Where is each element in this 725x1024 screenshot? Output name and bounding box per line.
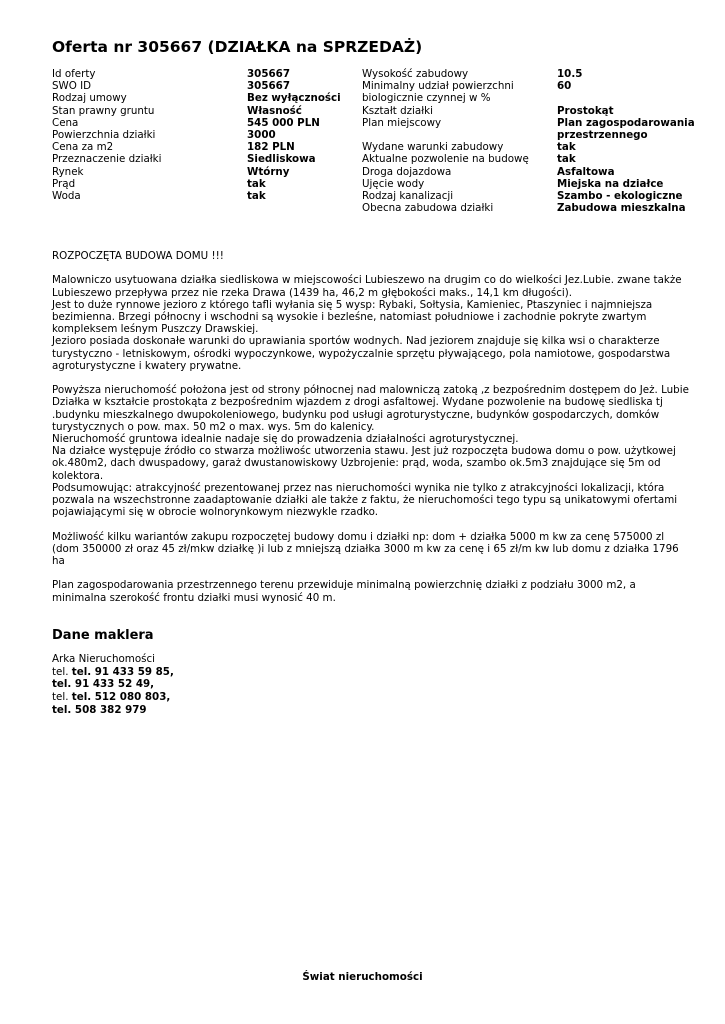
tel-prefix: tel.	[52, 691, 69, 704]
description-paragraph: Jest to duże rynnowe jezioro z którego tafli wyłania się 5 wysp: Rybaki, Sołtysia, Kamieniec, Ptaszyniec i najmniejsza bezimienna. Brzegi północny i wschodni są wysokie i bezleśne, natomiast południowe i zachodnie pokryte zwartym kompleksem leśnym Puszczy Drawskiej.	[52, 298, 653, 336]
description-paragraph: Możliwość kilku wariantów zakupu rozpoczętej budowy domu i działki np: dom + działka 5000 m kw za cenę 575000 zl (dom 350000 zł oraz 45 zł/mkw działkę )i lub z mniejszą działka 3000 m kw za cenę i 65 zł/m kw lub domu z działka 1796 ha	[52, 530, 679, 568]
broker-phone: tel. 91 433 52 49,	[52, 678, 155, 691]
param-value-water: tak	[247, 190, 266, 202]
param-value-bio-area: 60	[557, 80, 572, 93]
param-value-electricity: tak	[247, 177, 266, 190]
description-paragraph: Jezioro posiada doskonałe warunki do uprawiania sportów wodnych. Nad jeziorem znajduje się kilka wsi o charakterze turystyczno - letniskowym, ośrodki wypoczynkowe, wypożyczalnie sprzętu pływającego, pola namiotowe, gospodarstwa agroturystyczne i kwatery prywatne.	[52, 335, 671, 372]
param-value-area: 3000	[247, 129, 276, 141]
param-label-building-height: Wysokość zabudowy	[362, 68, 469, 80]
param-label-building-conditions: Wydane warunki zabudowy	[362, 141, 504, 154]
param-label-price-m2: Cena za m2	[52, 141, 114, 154]
param-label-access-road: Droga dojazdowa	[362, 165, 452, 178]
param-value-purpose: Siedliskowa	[247, 153, 316, 166]
param-label-building-permit: Aktualne pozwolenie na budowę	[362, 153, 529, 166]
param-label-water-intake: Ujęcie wody	[362, 177, 425, 190]
broker-heading: Dane maklera	[52, 628, 154, 643]
param-label-bio-area: Minimalny udział powierzchni biologicznie czynnej w %	[362, 80, 514, 105]
param-value-swo-id: 305667	[247, 80, 290, 93]
param-label-sewage: Rodzaj kanalizacji	[362, 190, 454, 202]
param-label-area: Powierzchnia działki	[52, 129, 156, 141]
param-value-building-height: 10.5	[557, 68, 583, 80]
broker-contact	[52, 653, 174, 717]
param-label-swo-id: SWO ID	[52, 80, 92, 93]
param-label-shape: Kształt działki	[362, 104, 433, 117]
param-value-building-conditions: tak	[557, 141, 576, 154]
tel-prefix: tel.	[52, 665, 69, 678]
param-value-access-road: Asfaltowa	[557, 165, 615, 178]
param-label-market: Rynek	[52, 165, 84, 178]
description-paragraph: Podsumowując: atrakcyjność prezentowanej przez nas nieruchomości wynika nie tylko z atrakcyjności lokalizacji, która pozwala na wszechstronne zaadaptowanie działki ale także z faktu, że nieruchomości tego typu są unikatowymi ofertami pojawiającymi się w obrocie wolnorynkowym niezwykle rzadko.	[52, 481, 678, 519]
param-label-id: Id oferty	[52, 68, 96, 80]
param-value-contract: Bez wyłączności	[247, 92, 341, 105]
param-label-local-plan: Plan miejscowy	[362, 116, 442, 129]
param-value-legal-status: Własność	[247, 104, 302, 117]
page-title: Oferta nr 305667 (DZIAŁKA na SPRZEDAŻ)	[52, 38, 423, 56]
footer-brand: Świat nieruchomości	[302, 971, 423, 983]
param-value-market: Wtórny	[247, 165, 290, 178]
param-value-building-permit: tak	[557, 153, 576, 166]
broker-name: Arka Nieruchomości	[52, 653, 156, 665]
param-value-water-intake: Miejska na działce	[557, 177, 664, 190]
param-value-current-buildings: Zabudowa mieszkalna	[557, 202, 686, 215]
param-label-price: Cena	[52, 116, 79, 129]
broker-phone: tel. 512 080 803,	[71, 691, 171, 704]
description-heading: ROZPOCZĘTA BUDOWA DOMU !!!	[52, 250, 224, 262]
broker-phone: tel. 508 382 979	[52, 703, 147, 716]
description-paragraph: Na działce występuje źródło co stwarza możliwośc utworzenia stawu. Jest już rozpoczęta budowa domu o pow. użytkowej ok.480m2, dach dwuspadowy, garaż dwustanowiskowy Uzbrojenie: prąd, woda, szambo ok.5m3 znajdujące się 5m od kolektora.	[52, 445, 676, 482]
description-paragraph: Malowniczo usytuowana działka siedliskowa w miejscowości Lubieszewo na drugim co do wielkości Jez.Lubie. zwane także Lubieszewo przepływa przez nie rzeka Drawa (1439 ha, 46,2 m głębokości maks., 14,1 km długości).	[52, 274, 682, 299]
param-value-id: 305667	[247, 68, 290, 80]
description-paragraph: Powyższa nieruchomość położona jest od strony północnej nad malowniczą zatoką ,z bezpośrednim dostępem do Jeż. Lubie Działka w kształcie prostokąta z bezpośrednim wjazdem z drogi asfaltowej. Wydane pozwolenie na budowę siedliska tj .budynku mieszkalnego dwupokoleniowego, budynku pod usługi agroturystyczne, budynków gospodarczych, domków turystycznych o pow. max. 50 m2 o max. wys. 5m do kalenicy.	[52, 384, 689, 433]
param-value-price: 545 000 PLN	[247, 116, 320, 129]
broker-phone: tel. 91 433 59 85,	[71, 665, 174, 678]
param-label-purpose: Przeznaczenie działki	[52, 153, 162, 166]
param-label-current-buildings: Obecna zabudowa działki	[362, 202, 494, 215]
param-value-price-m2: 182 PLN	[247, 141, 295, 154]
param-label-electricity: Prąd	[52, 177, 76, 190]
param-label-legal-status: Stan prawny gruntu	[52, 104, 155, 117]
param-value-local-plan: Plan zagospodarowania przestrzennego	[557, 116, 695, 141]
description-paragraph: Plan zagospodarowania przestrzennego terenu przewiduje minimalną powierzchnię działki z podziału 3000 m2, a minimalna szerokość frontu działki musi wynosić 40 m.	[52, 579, 636, 604]
description-paragraph: Nieruchomość gruntowa idealnie nadaje się do prowadzenia działalności agroturystycznej.	[52, 433, 519, 446]
param-label-water: Woda	[52, 190, 81, 202]
param-value-shape: Prostokąt	[557, 104, 614, 117]
offer-description	[52, 250, 692, 604]
param-label-contract: Rodzaj umowy	[52, 92, 127, 105]
param-value-sewage: Szambo - ekologiczne	[557, 190, 683, 202]
